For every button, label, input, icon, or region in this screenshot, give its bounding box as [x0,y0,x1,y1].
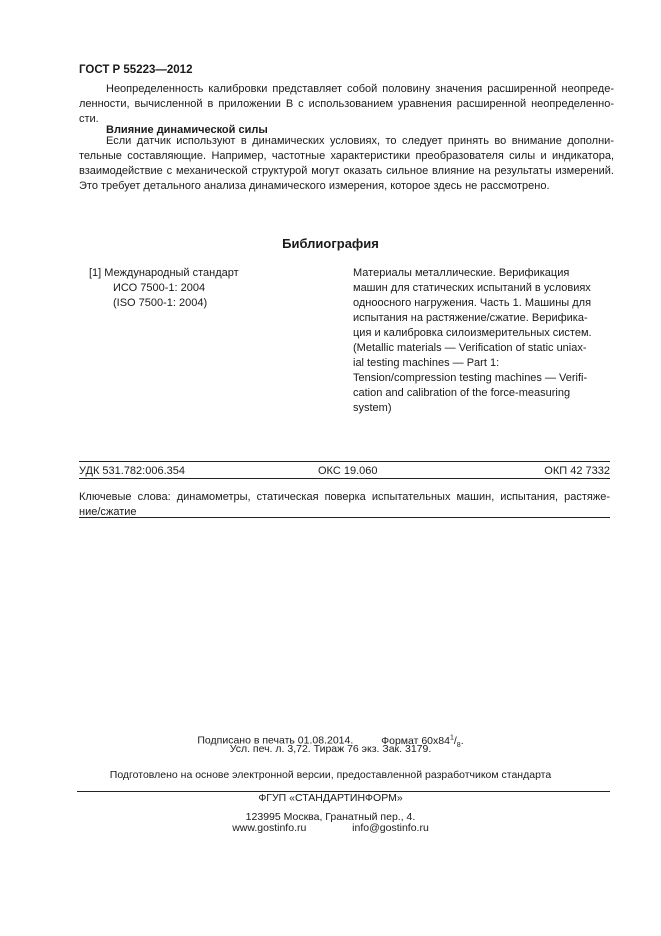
paragraph-line: Неопределенность калибровки представляет собой половину значения расширенной неопреде- [106,83,614,95]
ref-description-line: ция и калибровка силоизмерительных систем. [353,327,592,339]
okp-code: ОКП 42 7332 [544,465,610,477]
oks-code: ОКС 19.060 [318,465,378,477]
paragraph-line: Это требует детального анализа динамического измерения, которое здесь не рассмотрено. [79,180,550,192]
ref-description-line: system) [353,402,392,414]
bibliography-title: Библиография [282,236,379,251]
ref-description-line: ial testing machines — Part 1: [353,357,500,369]
publisher-contacts [0,821,661,835]
paragraph-dynamic-force [79,134,614,194]
bibliography-ref-left [89,266,239,311]
paper-format: Формат $60х84^1/_8$. [381,734,464,749]
ref-description-line: машин для статических испытаний в условиях [353,282,591,294]
ref-description-line: cation and calibration of the force-measuring [353,387,571,399]
paragraph-line: Если датчик используют в динамических условиях, то следует принять во внимание дополни- [106,135,614,147]
keywords-line: ние/сжатие [79,506,137,518]
top-divider [79,461,610,462]
ref-designation-en: (ISO 7500-1: 2004) [113,297,208,309]
section-heading: Влияние динамической силы [106,124,268,136]
document-header: ГОСТ Р 55223—2012 [79,64,193,76]
bottom-divider [79,517,610,518]
keywords [79,490,610,520]
middle-divider [79,478,610,479]
signed-date: Подписано в печать 01.08.2014. [197,734,354,747]
paragraph-line: тельные составляющие. Например, частотные характеристики преобразователя силы и индикатора, [79,150,614,162]
ref-number-and-type: [1] Международный стандарт [89,267,239,279]
prepared-note: Подготовлено на основе электронной версии, предоставленной разработчиком стандарта [109,769,552,781]
paragraph-line: взаимодействие с механической структурой могут оказать сильное влияние на результаты измерений. [79,165,614,177]
keywords-line: Ключевые слова: динамометры, статическая поверка испытательных машин, испытания, растяже- [79,491,610,503]
publisher-address: 123995 Москва, Гранатный пер., 4. [245,811,416,823]
ref-designation: ИСО 7500-1: 2004 [113,282,206,294]
bibliography-ref-description [353,266,595,416]
print-info: Усл. печ. л. 3,72. Тираж 76 экз. Зак. 3179. [229,743,432,755]
ref-description-line: Материалы металлические. Верификация [353,267,570,279]
website-link[interactable]: www.gostinfo.ru [232,822,307,834]
ref-description-line: испытания на растяжение/сжатие. Верифика- [353,312,588,324]
email-link[interactable]: info@gostinfo.ru [352,822,429,834]
ref-description-line: одноосного нагружения. Часть 1. Машины для [353,297,592,309]
udk-code: УДК 531.782:006.354 [79,465,185,477]
ref-description-line: Tension/compression testing machines — Verifi- [353,372,588,384]
paragraph-line: сти. [79,113,99,125]
publisher-name: ФГУП «СТАНДАРТИНФОРМ» [258,792,403,804]
ref-description-line: (Metallic materials — Verification of static uniax- [353,342,587,354]
paragraph-line: ленности, вычисленной в приложении В с использованием уравнения расширенной неопределенно- [79,98,614,110]
paragraph-calibration-uncertainty [79,82,614,127]
